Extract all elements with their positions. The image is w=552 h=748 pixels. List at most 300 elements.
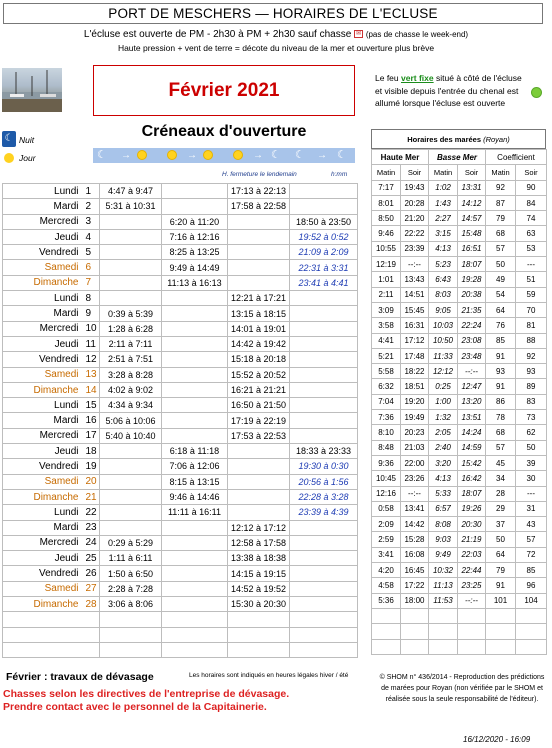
slot-night-morning xyxy=(100,444,162,459)
day-name: Mercredi xyxy=(3,214,83,229)
slot-night-evening xyxy=(290,413,358,428)
matin-header: Matin xyxy=(429,165,458,180)
slot-day-morning: 11:11 à 16:11 xyxy=(162,505,228,520)
table-row xyxy=(3,520,358,535)
slot-day-evening: 17:13 à 22:13 xyxy=(228,184,290,199)
tide-row xyxy=(372,593,547,608)
low-tide-morning: 2:40 xyxy=(429,440,458,455)
slot-day-evening: 17:53 à 22:53 xyxy=(228,428,290,443)
table-row xyxy=(3,612,358,627)
tide-empty xyxy=(372,639,401,654)
coefficient-evening: 30 xyxy=(516,471,547,486)
coefficient-morning: 91 xyxy=(486,379,516,394)
coefficient-morning: 28 xyxy=(486,486,516,501)
harbour-photo xyxy=(2,68,62,112)
low-tide-evening: 12:47 xyxy=(458,379,486,394)
slot-night-evening: 19:52 à 0:52 xyxy=(290,229,358,244)
slot-day-evening: 16:21 à 21:21 xyxy=(228,382,290,397)
slot-night-morning xyxy=(100,260,162,275)
works-notice: Février : travaux de dévasage xyxy=(6,671,154,683)
table-row xyxy=(3,199,358,214)
slot-day-morning: 9:46 à 14:46 xyxy=(162,489,228,504)
day-name: ◆ Samedi xyxy=(3,474,83,489)
slot-night-evening: 18:50 à 23:50 xyxy=(290,214,358,229)
slot-day-morning xyxy=(162,352,228,367)
coefficient-morning: 64 xyxy=(486,547,516,562)
slot-night-evening: 19:30 à 0:30 xyxy=(290,459,358,474)
day-number xyxy=(83,642,100,657)
table-row xyxy=(3,229,358,244)
tide-row xyxy=(372,272,547,287)
coefficient-morning: 91 xyxy=(486,578,516,593)
slot-night-morning: 5:40 à 10:40 xyxy=(100,428,162,443)
tide-row xyxy=(372,624,547,639)
high-tide-morning: 2:09 xyxy=(372,517,401,532)
slot2-header-icons xyxy=(159,148,225,163)
low-tide-evening: 20:30 xyxy=(458,517,486,532)
slot-night-morning: 4:34 à 9:34 xyxy=(100,398,162,413)
tide-empty xyxy=(429,608,458,623)
low-tide-morning: 12:12 xyxy=(429,364,458,379)
tide-row xyxy=(372,180,547,195)
low-tide-evening: --:-- xyxy=(458,364,486,379)
high-tide-morning: 12:16 xyxy=(372,486,401,501)
coefficient-evening: 57 xyxy=(516,532,547,547)
day-name: Lundi xyxy=(3,184,83,199)
day-name: ◆ Samedi xyxy=(3,260,83,275)
day-number: 24 xyxy=(83,535,100,550)
table-row xyxy=(3,275,358,290)
sun-icon xyxy=(137,150,147,160)
day-name: Vendredi xyxy=(3,566,83,581)
slot-day-morning: 9:49 à 14:49 xyxy=(162,260,228,275)
opening-slots-table xyxy=(2,183,358,658)
high-tide-evening: 16:08 xyxy=(401,547,429,562)
high-tide-evening: 13:43 xyxy=(401,272,429,287)
slot-night-evening: 20:56 à 1:56 xyxy=(290,474,358,489)
high-tide-evening: 17:12 xyxy=(401,333,429,348)
tide-row xyxy=(372,517,547,532)
slot-day-morning xyxy=(162,566,228,581)
day-name: Vendredi xyxy=(3,245,83,260)
coefficient-morning: 93 xyxy=(486,364,516,379)
tide-empty xyxy=(516,624,547,639)
high-tide-evening: --:-- xyxy=(401,257,429,272)
low-tide-morning: 6:57 xyxy=(429,501,458,516)
tide-row xyxy=(372,226,547,241)
slot-empty xyxy=(290,642,358,657)
high-tide-evening: 21:20 xyxy=(401,211,429,226)
slot-night-evening: 22:28 à 3:28 xyxy=(290,489,358,504)
coefficient-evening: 43 xyxy=(516,517,547,532)
coefficient-evening: 84 xyxy=(516,195,547,210)
high-tide-evening: 22:00 xyxy=(401,455,429,470)
slot-night-morning xyxy=(100,489,162,504)
coefficient-evening: 90 xyxy=(516,180,547,195)
slot-empty xyxy=(290,627,358,642)
tide-row xyxy=(372,348,547,363)
low-tide-evening: 19:28 xyxy=(458,272,486,287)
slot-night-morning xyxy=(100,459,162,474)
high-tide-header: Haute Mer xyxy=(372,150,429,165)
slot1-header-icons xyxy=(93,148,159,163)
low-tide-evening: 22:44 xyxy=(458,563,486,578)
low-tide-morning: 11:53 xyxy=(429,593,458,608)
coefficient-morning: 50 xyxy=(486,532,516,547)
day-number: 20 xyxy=(83,474,100,489)
coefficient-morning: 57 xyxy=(486,440,516,455)
table-row xyxy=(3,321,358,336)
coefficient-morning: 50 xyxy=(486,257,516,272)
slot-day-evening: 15:18 à 20:18 xyxy=(228,352,290,367)
day-number: 9 xyxy=(83,306,100,321)
table-row xyxy=(3,428,358,443)
slot-day-morning: 7:06 à 12:06 xyxy=(162,459,228,474)
table-row xyxy=(3,352,358,367)
slot-night-evening xyxy=(290,581,358,596)
low-tide-morning: 1:00 xyxy=(429,394,458,409)
sun-icon xyxy=(233,150,243,160)
coefficient-morning: 49 xyxy=(486,272,516,287)
day-number: 17 xyxy=(83,428,100,443)
coefficient-evening: 81 xyxy=(516,318,547,333)
slot3-header-icons xyxy=(225,148,291,163)
moon-icon: ☾ xyxy=(97,149,107,161)
slot-night-morning: 3:28 à 8:28 xyxy=(100,367,162,382)
tide-empty xyxy=(486,608,516,623)
slot-day-evening: 13:15 à 18:15 xyxy=(228,306,290,321)
slot-day-morning: 6:18 à 11:18 xyxy=(162,444,228,459)
table-row xyxy=(3,581,358,596)
slot-night-evening xyxy=(290,291,358,306)
slot-empty xyxy=(290,612,358,627)
high-tide-evening: 23:26 xyxy=(401,471,429,486)
matin-header: Matin xyxy=(372,165,401,180)
day-number: 4 xyxy=(83,229,100,244)
tide-row xyxy=(372,578,547,593)
low-tide-morning: 8:03 xyxy=(429,287,458,302)
coefficient-morning: 76 xyxy=(486,318,516,333)
tides-table xyxy=(371,149,547,655)
slot-empty xyxy=(162,642,228,657)
low-tide-morning: 9:49 xyxy=(429,547,458,562)
table-row xyxy=(3,597,358,612)
slot-night-evening xyxy=(290,352,358,367)
coefficient-morning: 34 xyxy=(486,471,516,486)
day-name: ◆ Dimanche xyxy=(3,489,83,504)
low-tide-morning: 10:32 xyxy=(429,563,458,578)
low-tide-morning: 3:20 xyxy=(429,455,458,470)
tide-row xyxy=(372,257,547,272)
green-light-word: vert fixe xyxy=(401,73,434,83)
low-tide-morning: 3:15 xyxy=(429,226,458,241)
slot-day-evening: 17:19 à 22:19 xyxy=(228,413,290,428)
slot-empty xyxy=(100,612,162,627)
day-number: 27 xyxy=(83,581,100,596)
day-name xyxy=(3,642,83,657)
day-name: Mercredi xyxy=(3,428,83,443)
green-light-info xyxy=(375,72,525,110)
tide-empty xyxy=(458,608,486,623)
low-tide-morning: 8:08 xyxy=(429,517,458,532)
slot-day-morning xyxy=(162,551,228,566)
day-number: 2 xyxy=(83,199,100,214)
tide-row xyxy=(372,639,547,654)
low-tide-evening: 15:42 xyxy=(458,455,486,470)
slot-night-evening: 21:09 à 2:09 xyxy=(290,245,358,260)
moon-icon: ☾ xyxy=(295,149,305,161)
page-title: PORT DE MESCHERS — HORAIRES DE L'ECLUSE xyxy=(3,3,543,24)
slot-night-morning xyxy=(100,291,162,306)
low-tide-evening: 16:51 xyxy=(458,241,486,256)
high-tide-evening: 22:22 xyxy=(401,226,429,241)
coefficient-header: Coefficient xyxy=(486,150,547,165)
high-tide-morning: 10:45 xyxy=(372,471,401,486)
slot-night-morning xyxy=(100,474,162,489)
tide-empty xyxy=(458,624,486,639)
tide-row xyxy=(372,379,547,394)
high-tide-evening: 23:39 xyxy=(401,241,429,256)
day-name: ◆ Samedi xyxy=(3,367,83,382)
tide-empty xyxy=(516,608,547,623)
day-number: 14 xyxy=(83,382,100,397)
low-tide-evening: 23:25 xyxy=(458,578,486,593)
day-number: 18 xyxy=(83,444,100,459)
tides-subheader-row xyxy=(372,165,547,180)
coefficient-morning: 57 xyxy=(486,241,516,256)
day-label: Jour xyxy=(19,153,36,163)
slot-night-morning xyxy=(100,214,162,229)
tides-header-row xyxy=(372,150,547,165)
high-tide-morning: 3:58 xyxy=(372,318,401,333)
high-tide-morning: 5:21 xyxy=(372,348,401,363)
table-row xyxy=(3,367,358,382)
tide-empty xyxy=(401,608,429,623)
month-banner: Février 2021 xyxy=(93,65,355,116)
slot-day-morning: 8:15 à 13:15 xyxy=(162,474,228,489)
slot-empty xyxy=(228,642,290,657)
day-number: 7 xyxy=(83,275,100,290)
slot-night-morning: 1:28 à 6:28 xyxy=(100,321,162,336)
high-tide-evening: 14:51 xyxy=(401,287,429,302)
day-number: 1 xyxy=(83,184,100,199)
slot-night-morning xyxy=(100,245,162,260)
day-name: Mercredi xyxy=(3,321,83,336)
table-row xyxy=(3,291,358,306)
table-row xyxy=(3,245,358,260)
high-tide-morning: 9:46 xyxy=(372,226,401,241)
high-tide-morning: 2:11 xyxy=(372,287,401,302)
day-number: 15 xyxy=(83,398,100,413)
generated-date: 16/12/2020 - 16:09 xyxy=(463,735,531,744)
slot-day-evening xyxy=(228,505,290,520)
tides-place: (Royan) xyxy=(483,135,510,144)
table-row xyxy=(3,627,358,642)
slot-day-morning xyxy=(162,428,228,443)
slot-day-morning xyxy=(162,336,228,351)
coefficient-morning: 79 xyxy=(486,563,516,578)
coefficient-morning: 87 xyxy=(486,195,516,210)
slot-day-evening xyxy=(228,275,290,290)
tide-empty xyxy=(401,639,429,654)
day-name: Lundi xyxy=(3,505,83,520)
slot-day-morning xyxy=(162,199,228,214)
slot-day-morning xyxy=(162,581,228,596)
high-tide-evening: 19:49 xyxy=(401,410,429,425)
coefficient-morning: 29 xyxy=(486,501,516,516)
slot-day-evening: 14:52 à 19:52 xyxy=(228,581,290,596)
day-number: 19 xyxy=(83,459,100,474)
tide-empty xyxy=(458,639,486,654)
slot-day-morning: 7:16 à 12:16 xyxy=(162,229,228,244)
day-name: Jeudi xyxy=(3,551,83,566)
slot-empty xyxy=(162,627,228,642)
coefficient-morning: 45 xyxy=(486,455,516,470)
tides-title-box xyxy=(371,129,546,149)
low-tide-evening: 20:38 xyxy=(458,287,486,302)
high-tide-morning: 3:09 xyxy=(372,302,401,317)
table-row xyxy=(3,336,358,351)
tide-row xyxy=(372,532,547,547)
day-name: ◆ Dimanche xyxy=(3,275,83,290)
day-number xyxy=(83,612,100,627)
slot-day-evening: 14:42 à 19:42 xyxy=(228,336,290,351)
high-tide-evening: 16:45 xyxy=(401,563,429,578)
tide-row xyxy=(372,302,547,317)
slot-day-morning xyxy=(162,291,228,306)
slot-day-morning xyxy=(162,535,228,550)
coefficient-evening: 70 xyxy=(516,302,547,317)
low-tide-morning: 11:13 xyxy=(429,578,458,593)
low-tide-evening: 23:48 xyxy=(458,348,486,363)
day-number: 11 xyxy=(83,336,100,351)
day-name: ◆ Dimanche xyxy=(3,597,83,612)
slot-night-morning xyxy=(100,275,162,290)
arrow-right-icon: → xyxy=(317,150,327,161)
tide-empty xyxy=(401,624,429,639)
moon-icon: ☾ xyxy=(271,149,281,161)
low-tide-morning: 1:02 xyxy=(429,180,458,195)
slot-day-morning: 11:13 à 16:13 xyxy=(162,275,228,290)
slot-day-morning xyxy=(162,321,228,336)
coefficient-morning: 92 xyxy=(486,180,516,195)
high-tide-evening: 15:45 xyxy=(401,302,429,317)
day-name: Mardi xyxy=(3,306,83,321)
high-tide-evening: 20:23 xyxy=(401,425,429,440)
coefficient-morning: 101 xyxy=(486,593,516,608)
slot-day-morning: 6:20 à 11:20 xyxy=(162,214,228,229)
slot-day-evening: 12:21 à 17:21 xyxy=(228,291,290,306)
slot-night-evening xyxy=(290,520,358,535)
day-name: Mercredi xyxy=(3,535,83,550)
matin-header: Matin xyxy=(486,165,516,180)
low-tide-morning: 1:43 xyxy=(429,195,458,210)
table-row xyxy=(3,260,358,275)
day-sun-icon xyxy=(4,153,14,163)
high-tide-evening: 19:20 xyxy=(401,394,429,409)
slot-day-morning xyxy=(162,413,228,428)
slot-day-morning xyxy=(162,367,228,382)
night-moon-icon: ☾ xyxy=(2,131,16,147)
tide-empty xyxy=(429,624,458,639)
tide-row xyxy=(372,455,547,470)
slot-day-evening xyxy=(228,489,290,504)
low-tide-morning: 2:05 xyxy=(429,425,458,440)
high-tide-morning: 0:58 xyxy=(372,501,401,516)
slot-night-evening xyxy=(290,184,358,199)
tide-row xyxy=(372,195,547,210)
coefficient-evening: 53 xyxy=(516,241,547,256)
coefficient-morning: 86 xyxy=(486,394,516,409)
tide-row xyxy=(372,425,547,440)
flush-icon: ✉ xyxy=(356,31,362,38)
coefficient-evening: 62 xyxy=(516,425,547,440)
slot-night-morning: 2:51 à 7:51 xyxy=(100,352,162,367)
slot-empty xyxy=(228,627,290,642)
slot-night-evening xyxy=(290,566,358,581)
tide-row xyxy=(372,318,547,333)
slot-empty xyxy=(100,642,162,657)
opening-slots-title: Créneaux d'ouverture xyxy=(141,123,307,140)
high-tide-morning: 5:36 xyxy=(372,593,401,608)
low-tide-morning: 5:33 xyxy=(429,486,458,501)
high-tide-morning: 7:36 xyxy=(372,410,401,425)
tide-row xyxy=(372,211,547,226)
slot-empty xyxy=(100,627,162,642)
slot-day-morning xyxy=(162,597,228,612)
low-tide-evening: 15:48 xyxy=(458,226,486,241)
opening-rule-text: L'écluse est ouverte de PM - 2h30 à PM + 2h30 sauf chasse xyxy=(83,29,352,40)
coefficient-morning: 68 xyxy=(486,425,516,440)
coefficient-morning: 85 xyxy=(486,333,516,348)
day-name: Lundi xyxy=(3,398,83,413)
soir-header: Soir xyxy=(458,165,486,180)
high-tide-evening: 18:22 xyxy=(401,364,429,379)
harbour-photo-drawing xyxy=(2,68,62,112)
slot-night-morning xyxy=(100,229,162,244)
coefficient-evening: 85 xyxy=(516,563,547,578)
slot-day-evening: 13:38 à 18:38 xyxy=(228,551,290,566)
green-light-info-pre: Le feu xyxy=(375,73,399,83)
tide-row xyxy=(372,241,547,256)
time-format-note: h:mm xyxy=(331,171,348,178)
low-tide-evening: 13:51 xyxy=(458,410,486,425)
table-row xyxy=(3,184,358,199)
day-name xyxy=(3,612,83,627)
arrow-right-icon: → xyxy=(253,150,263,161)
table-row xyxy=(3,382,358,397)
slot-empty xyxy=(228,612,290,627)
slot-night-evening xyxy=(290,199,358,214)
coefficient-evening: 72 xyxy=(516,547,547,562)
high-tide-morning: 5:58 xyxy=(372,364,401,379)
high-tide-morning: 8:01 xyxy=(372,195,401,210)
slot-night-morning: 4:47 à 9:47 xyxy=(100,184,162,199)
low-tide-evening: 16:42 xyxy=(458,471,486,486)
slot-night-morning: 0:29 à 5:29 xyxy=(100,535,162,550)
tide-row xyxy=(372,410,547,425)
coefficient-morning: 37 xyxy=(486,517,516,532)
pressure-note: Haute pression + vent de terre = décote du niveau de la mer et ouverture plus brève xyxy=(117,43,435,53)
day-number: 10 xyxy=(83,321,100,336)
day-number: 12 xyxy=(83,352,100,367)
table-row xyxy=(3,214,358,229)
day-name xyxy=(3,627,83,642)
tide-empty xyxy=(372,624,401,639)
high-tide-morning: 4:20 xyxy=(372,563,401,578)
slot-night-morning xyxy=(100,505,162,520)
slot-night-evening xyxy=(290,551,358,566)
